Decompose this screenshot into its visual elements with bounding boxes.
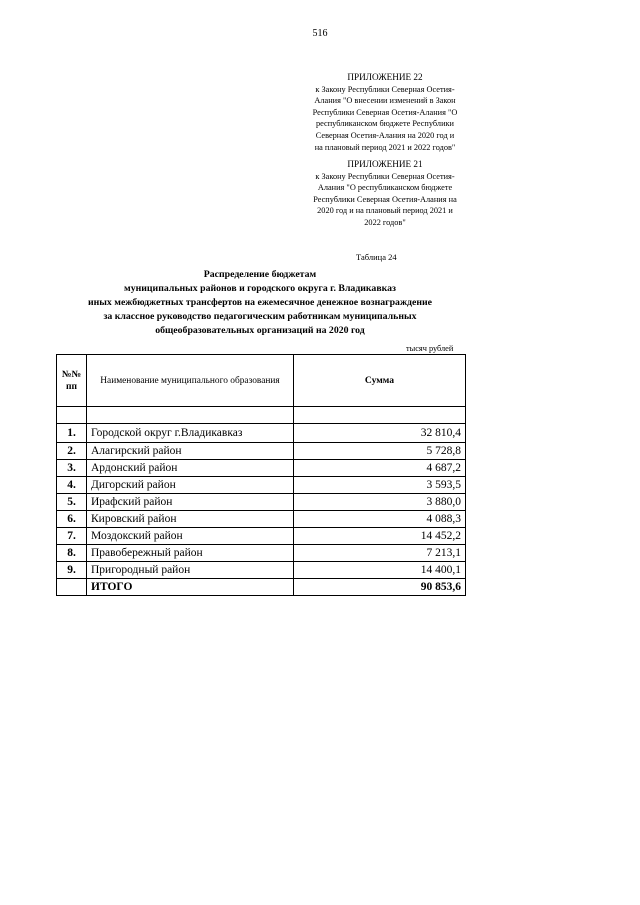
table-row bbox=[57, 424, 466, 443]
table-row bbox=[57, 545, 466, 562]
row-num: 4. bbox=[57, 477, 87, 494]
appendix-21-line: Алания "О республиканском бюджете bbox=[317, 183, 453, 193]
table-header-row bbox=[57, 355, 466, 407]
row-name: Дигорский район bbox=[87, 477, 294, 494]
table-row bbox=[57, 443, 466, 460]
row-num: 1. bbox=[57, 424, 87, 443]
table-row bbox=[57, 511, 466, 528]
table-row bbox=[57, 562, 466, 579]
appendix-22-line: республиканском бюджете Республики bbox=[316, 119, 454, 129]
appendix-22-line: к Закону Республики Северная Осетия- bbox=[315, 84, 455, 94]
document-title bbox=[50, 268, 470, 338]
row-amount: 14 452,2 bbox=[294, 528, 466, 545]
table-row bbox=[57, 477, 466, 494]
row-amount: 4 088,3 bbox=[294, 511, 466, 528]
row-name: Правобережный район bbox=[87, 545, 294, 562]
row-amount: 14 400,1 bbox=[294, 562, 466, 579]
total-amount: 90 853,6 bbox=[294, 579, 466, 596]
title-line: Распределение бюджетам bbox=[203, 269, 317, 280]
row-name: Кировский район bbox=[87, 511, 294, 528]
budget-table bbox=[56, 354, 466, 596]
spacer-cell bbox=[87, 407, 294, 424]
row-amount: 4 687,2 bbox=[294, 460, 466, 477]
appendix-21-caption bbox=[280, 159, 490, 229]
header-amount: Сумма bbox=[294, 355, 466, 407]
appendix-21-line: 2020 год и на плановый период 2021 и bbox=[317, 206, 453, 216]
row-amount: 3 880,0 bbox=[294, 494, 466, 511]
table-number: Таблица 24 bbox=[356, 252, 397, 262]
appendix-21-line: к Закону Республики Северная Осетия- bbox=[315, 171, 455, 181]
table-row bbox=[57, 528, 466, 545]
row-num: 5. bbox=[57, 494, 87, 511]
appendix-22-line: Северная Осетия-Алания на 2020 год и bbox=[315, 130, 455, 140]
spacer-cell bbox=[57, 407, 87, 424]
row-name: Моздокский район bbox=[87, 528, 294, 545]
appendix-22-caption bbox=[280, 72, 490, 153]
total-num-cell bbox=[57, 579, 87, 596]
title-line: муниципальных районов и городского округа г. Владикавказ bbox=[124, 283, 396, 294]
row-amount: 7 213,1 bbox=[294, 545, 466, 562]
total-label: ИТОГО bbox=[87, 579, 294, 596]
appendix-21-line: Республики Северная Осетия-Алания на bbox=[313, 194, 457, 204]
table-spacer-row bbox=[57, 407, 466, 424]
row-amount: 3 593,5 bbox=[294, 477, 466, 494]
row-num: 9. bbox=[57, 562, 87, 579]
title-line: иных межбюджетных трансфертов на ежемесячное денежное вознаграждение bbox=[87, 297, 432, 308]
row-name: Пригородный район bbox=[87, 562, 294, 579]
title-line: общеобразовательных организаций на 2020 год bbox=[155, 325, 365, 336]
appendix-22-line: Алания "О внесении изменений в Закон bbox=[314, 96, 456, 106]
header-name: Наименование муниципального образования bbox=[87, 355, 294, 407]
title-line: за классное руководство педагогическим работникам муниципальных bbox=[103, 311, 417, 322]
appendix-22-line: Республики Северная Осетия-Алания "О bbox=[312, 107, 458, 117]
row-amount: 32 810,4 bbox=[294, 424, 466, 443]
units-label: тысяч рублей bbox=[406, 344, 454, 353]
spacer-cell bbox=[294, 407, 466, 424]
table-row bbox=[57, 460, 466, 477]
row-name: Ардонский район bbox=[87, 460, 294, 477]
header-num: №№ пп bbox=[57, 355, 87, 407]
row-num: 8. bbox=[57, 545, 87, 562]
row-name: Алагирский район bbox=[87, 443, 294, 460]
row-name: Городской округ г.Владикавказ bbox=[87, 424, 294, 443]
total-row bbox=[57, 579, 466, 596]
appendix-21-line: 2022 годов" bbox=[364, 217, 406, 227]
row-num: 2. bbox=[57, 443, 87, 460]
appendix-21-heading: ПРИЛОЖЕНИЕ 21 bbox=[347, 159, 423, 169]
appendix-22-heading: ПРИЛОЖЕНИЕ 22 bbox=[347, 72, 423, 82]
table-row bbox=[57, 494, 466, 511]
row-num: 7. bbox=[57, 528, 87, 545]
appendix-22-line: на плановый период 2021 и 2022 годов" bbox=[314, 142, 456, 152]
row-amount: 5 728,8 bbox=[294, 443, 466, 460]
row-num: 6. bbox=[57, 511, 87, 528]
row-num: 3. bbox=[57, 460, 87, 477]
page-number: 516 bbox=[312, 28, 328, 39]
row-name: Ирафский район bbox=[87, 494, 294, 511]
